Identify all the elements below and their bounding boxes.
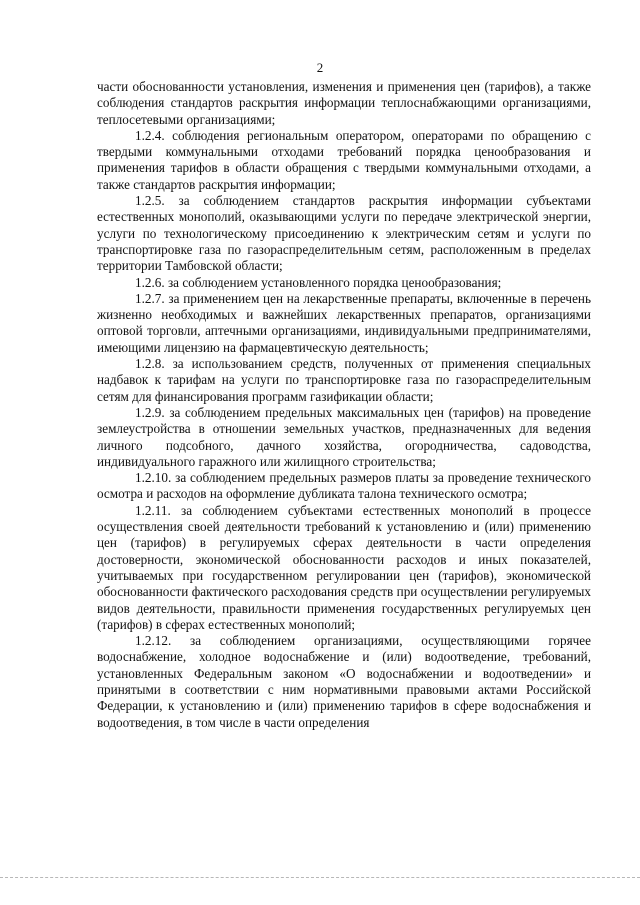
paragraph-continuation: части обоснованности установления, изменения и применения цен (тарифов), а также соблюдения стандартов раскрытия информации теплоснабжающими организациями, теплосетевыми организациями; [97, 79, 591, 127]
paragraph-1-2-4: 1.2.4. соблюдения региональным оператором, операторами по обращению с твердыми коммунальными отходами требований порядка ценообразования и применения тарифов в области обращения с твердыми коммунальными отходами, а также стандартов раскрытия информации; [97, 127, 591, 192]
scan-artifact-line [0, 877, 640, 878]
page-number: 2 [316, 60, 324, 75]
paragraph-1-2-6: 1.2.6. за соблюдением установленного порядка ценообразования; [135, 274, 502, 290]
paragraph-1-2-8: 1.2.8. за использованием средств, полученных от применения специальных надбавок к тарифам на услуги по транспортировке газа по газораспределительным сетям для финансирования программ газификации области; [97, 356, 591, 404]
paragraph-1-2-9: 1.2.9. за соблюдением предельных максимальных цен (тарифов) на проведение землеустройства в отношении земельных участков, предназначенных для ведения личного подсобного, дачного хозяйства, огородничества, садоводства, индивидуального гаражного или жилищного строительства; [97, 404, 591, 469]
paragraph-1-2-7: 1.2.7. за применением цен на лекарственные препараты, включенные в перечень жизненно необходимых и важнейших лекарственных препаратов, организациями оптовой торговли, аптечными организациями, индивидуальными предпринимателями, имеющими лицензию на фармацевтическую деятельность; [97, 290, 591, 355]
document-body [97, 79, 591, 731]
paragraph-1-2-11: 1.2.11. за соблюдением субъектами естественных монополий в процессе осуществления своей деятельности требований к установлению и (или) применению цен (тарифов) в регулируемых сферах деятельности в части определения достоверности, экономической обоснованности расходов и иных показателей, учитываемых при государственном регулировании цен (тарифов), экономической обоснованности фактического расходования средств при осуществлении регулируемых видов деятельности, правильности применения государственных регулируемых цен (тарифов) в сферах естественных монополий; [97, 502, 591, 632]
paragraph-1-2-12: 1.2.12. за соблюдением организациями, осуществляющими горячее водоснабжение, холодное водоснабжение и (или) водоотведение, требований, установленных Федеральным законом «О водоснабжении и водоотведении» и принятыми в соответствии с ним нормативными правовыми актами Российской Федерации, к установлению и (или) применению тарифов в сфере водоснабжения и водоотведения, в том числе в части определения [97, 633, 591, 730]
paragraph-1-2-5: 1.2.5. за соблюдением стандартов раскрытия информации субъектами естественных монополий, оказывающими услуги по передаче электрической энергии, услуги по технологическому присоединению к электрическим сетям и услуги по транспортировке газа по газораспределительным сетям, расположенным в пределах территории Тамбовской области; [97, 193, 591, 274]
paragraph-1-2-10: 1.2.10. за соблюдением предельных размеров платы за проведение технического осмотра и расходов на оформление дубликата талона технического осмотра; [97, 470, 591, 502]
